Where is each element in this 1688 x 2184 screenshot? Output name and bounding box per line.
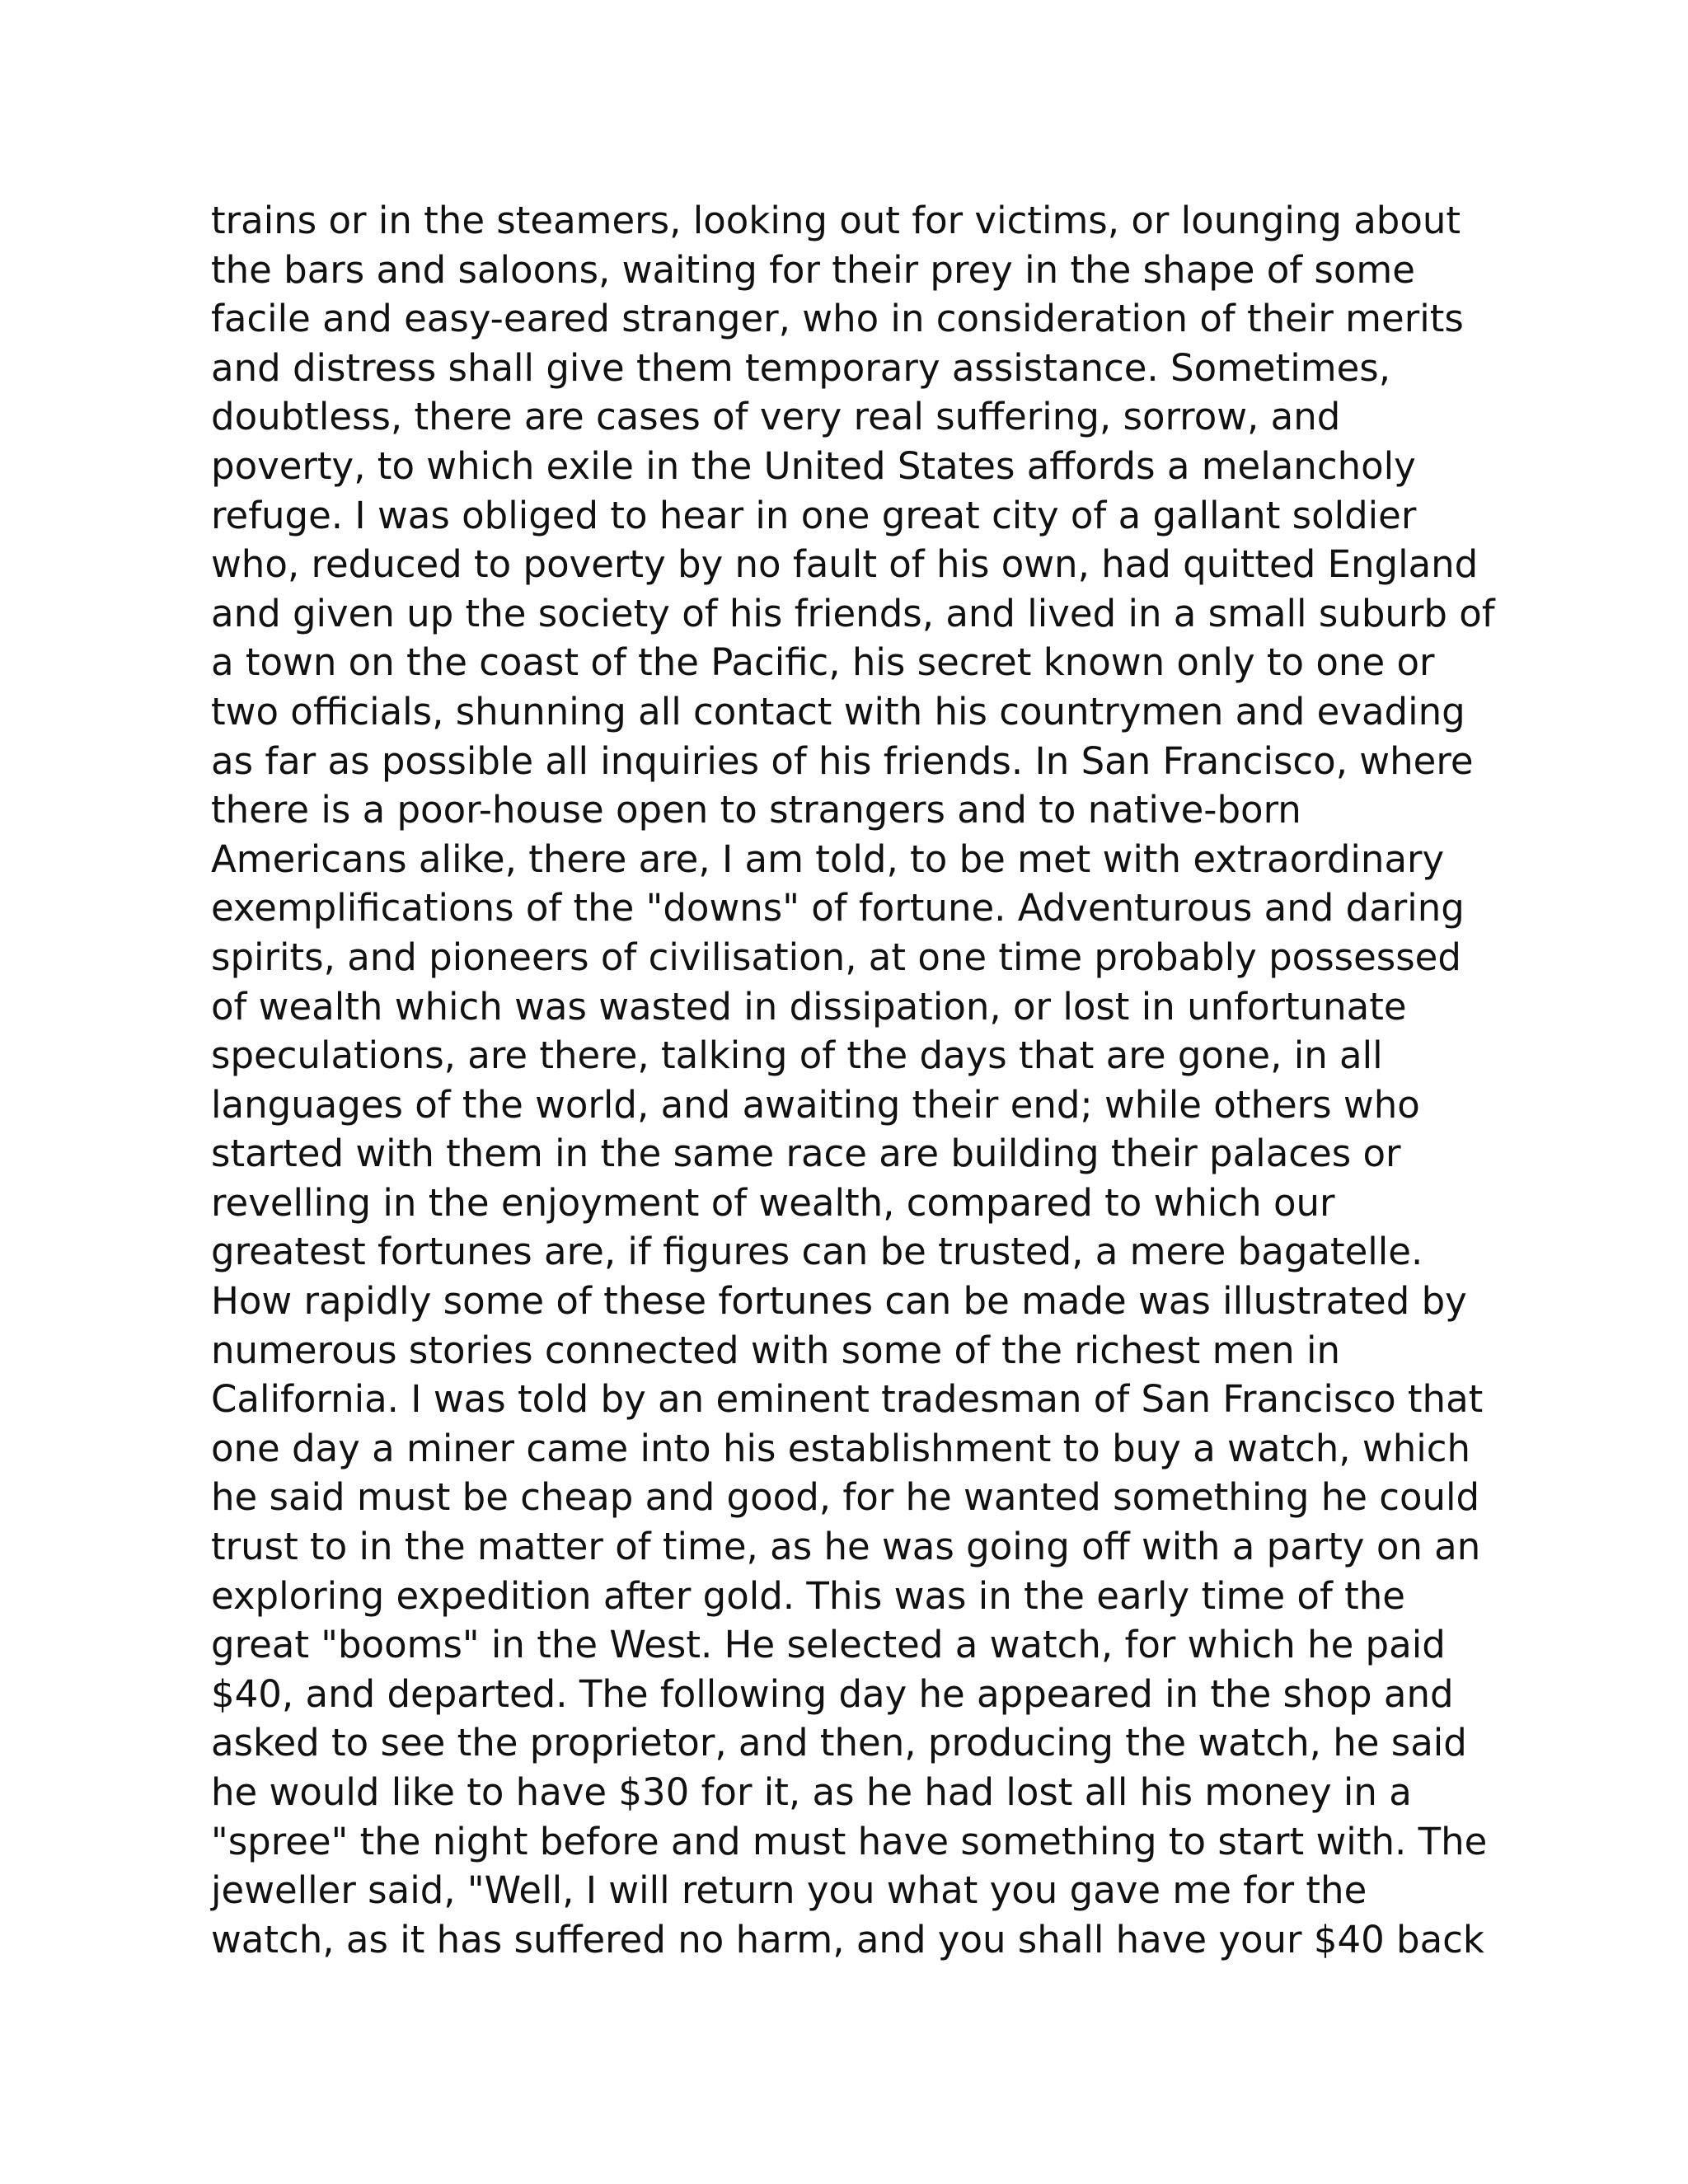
text-line: speculations, are there, talking of the days that are gone, in all — [211, 1033, 1383, 1078]
text-line: languages of the world, and awaiting their end; while others who — [211, 1082, 1420, 1127]
text-line: and distress shall give them temporary assistance. Sometimes, — [211, 345, 1391, 390]
body-text — [211, 196, 1530, 1964]
text-line: there is a poor-house open to strangers and to native-born — [211, 788, 1301, 832]
text-line: greatest fortunes are, if figures can be trusted, a mere bagatelle. — [211, 1230, 1423, 1274]
text-line: watch, as it has suffered no harm, and you shall have your $40 back — [211, 1917, 1484, 1961]
text-line: the bars and saloons, waiting for their prey in the shape of some — [211, 247, 1415, 292]
text-line: How rapidly some of these fortunes can be made was illustrated by — [211, 1279, 1467, 1324]
text-line: two officials, shunning all contact with his countrymen and evading — [211, 689, 1465, 733]
text-line: he said must be cheap and good, for he wanted something he could — [211, 1475, 1480, 1520]
text-line: "spree" the night before and must have something to start with. The — [211, 1819, 1488, 1863]
text-line: revelling in the enjoyment of wealth, compared to which our — [211, 1180, 1335, 1225]
text-line: and given up the society of his friends, and lived in a small suburb of — [211, 591, 1495, 635]
text-line: refuge. I was obliged to hear in one great city of a gallant soldier — [211, 493, 1417, 537]
text-line: spirits, and pioneers of civilisation, at one time probably possessed — [211, 935, 1461, 979]
text-line: great "booms" in the West. He selected a watch, for which he paid — [211, 1623, 1446, 1667]
text-line: Americans alike, there are, I am told, to be met with extraordinary — [211, 837, 1445, 881]
text-line: doubtless, there are cases of very real suffering, sorrow, and — [211, 395, 1341, 439]
text-line: who, reduced to poverty by no fault of his own, had quitted England — [211, 542, 1479, 587]
text-line: numerous stories connected with some of the richest men in — [211, 1328, 1340, 1372]
text-line: $40, and departed. The following day he appeared in the shop and — [211, 1671, 1454, 1716]
text-line: of wealth which was wasted in dissipation, or lost in unfortunate — [211, 984, 1407, 1029]
text-line: exemplifications of the "downs" of fortune. Adventurous and daring — [211, 886, 1465, 930]
text-line: asked to see the proprietor, and then, producing the watch, he said — [211, 1721, 1467, 1765]
text-line: California. I was told by an eminent tradesman of San Francisco that — [211, 1377, 1484, 1422]
text-line: he would like to have $30 for it, as he had lost all his money in a — [211, 1770, 1412, 1814]
text-line: jeweller said, "Well, I will return you what you gave me for the — [211, 1868, 1367, 1913]
text-line: trains or in the steamers, looking out for victims, or lounging about — [211, 199, 1461, 242]
text-line: started with them in the same race are building their palaces or — [211, 1132, 1401, 1176]
text-line: one day a miner came into his establishment to buy a watch, which — [211, 1426, 1471, 1470]
text-line: as far as possible all inquiries of his friends. In San Francisco, where — [211, 738, 1474, 783]
text-line: facile and easy-eared stranger, who in consideration of their merits — [211, 297, 1464, 341]
text-line: exploring expedition after gold. This was in the early time of the — [211, 1573, 1405, 1618]
text-line: poverty, to which exile in the United States affords a melancholy — [211, 443, 1416, 488]
text-line: trust to in the matter of time, as he was going off with a party on an — [211, 1525, 1481, 1569]
text-line: a town on the coast of the Pacific, his secret known only to one or — [211, 640, 1435, 685]
